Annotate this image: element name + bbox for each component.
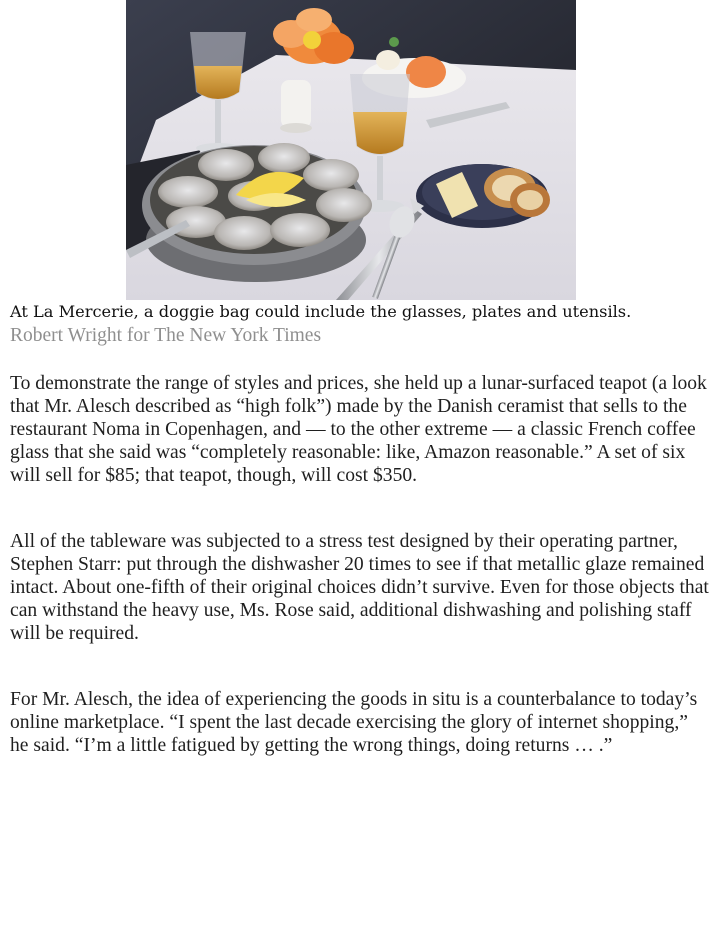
article-paragraph: For Mr. Alesch, the idea of experiencing the goods in situ is a counterbalance to today’s online marketplace. “I spent the last decade exercising the glory of internet shopping,” he said. “I’m a little fatigued by getting the wrong things, doing returns … .” xyxy=(10,689,698,757)
article-paragraph: All of the tableware was subjected to a stress test designed by their operating partner, Stephen Starr: put through the dishwasher 20 times to see if that metallic glaze remained intact. About one-fifth of their original choices didn’t survive. Even for those objects that can withstand the heavy use, Ms. Rose said, additional dishwashing and polishing staff will be required. xyxy=(10,531,709,645)
photo-credit: Robert Wright for The New York Times xyxy=(10,325,322,346)
article-paragraph: To demonstrate the range of styles and prices, she held up a lunar-surfaced teapot (a look that Mr. Alesch described as “high folk”) made by the Danish ceramist that sells to the restaurant Noma in Copenhagen, and — to the other extreme — a classic French coffee glass that she said was “completely reasonable: like, Amazon reasonable.” A set of six will sell for $85; that teapot, though, will cost $350. xyxy=(10,373,707,487)
photo-caption: At La Mercerie, a doggie bag could include the glasses, plates and utensils. xyxy=(10,302,632,321)
article-photo xyxy=(126,0,576,300)
